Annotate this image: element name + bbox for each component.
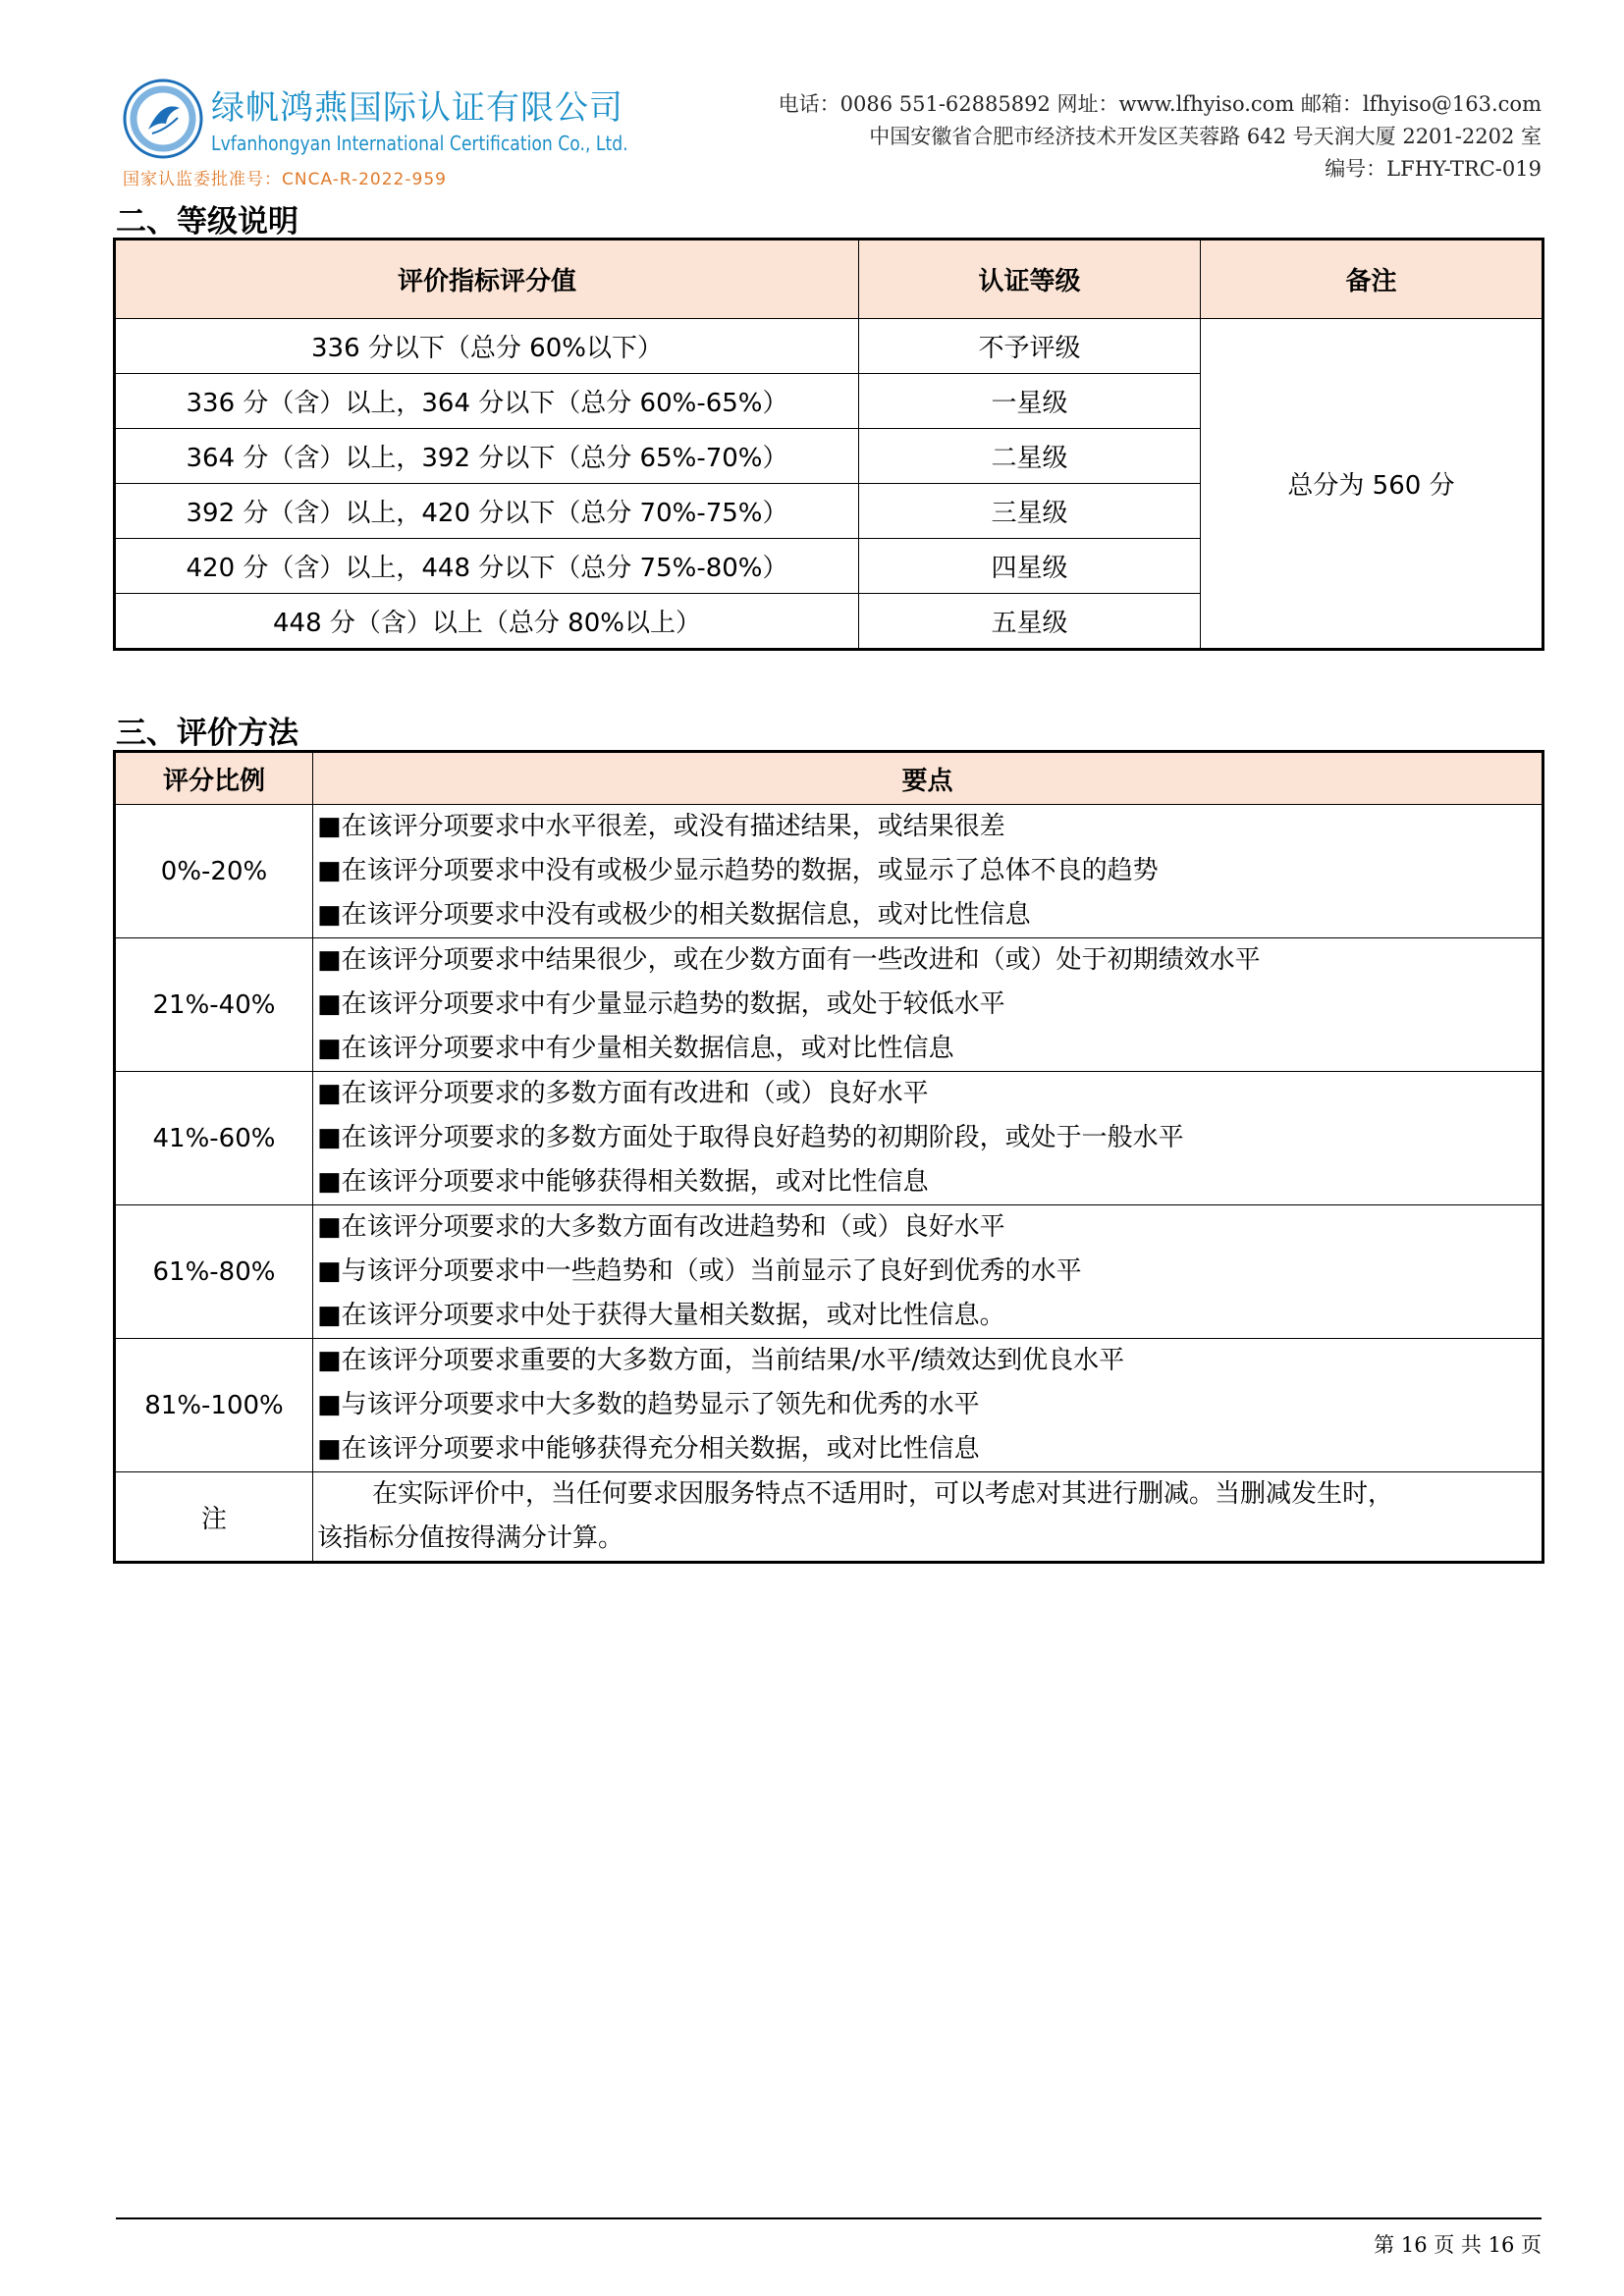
grade-table-header [115,240,1543,319]
grade: 二星级 [859,429,1201,484]
section-title-grade: 二、等级说明 [116,204,298,240]
score-ratio: 0%-20% [115,805,313,938]
point-item: ■在该评分项要求中没有或极少显示趋势的数据，或显示了总体不良的趋势 [317,856,1159,885]
key-points [313,805,1543,938]
header-note: 备注 [1201,240,1543,319]
table-row [115,1072,1543,1205]
contact-block [779,88,1542,186]
score-range: 448 分（含）以上（总分 80%以上） [115,594,859,650]
score-ratio: 21%-40% [115,938,313,1072]
key-points [313,1072,1543,1205]
point-item: ■在该评分项要求的多数方面有改进和（或）良好水平 [317,1079,929,1108]
note-line: 该指标分值按得满分计算。 [317,1523,624,1553]
header-points: 要点 [313,752,1543,805]
point-item: ■与该评分项要求中大多数的趋势显示了领先和优秀的水平 [317,1390,980,1419]
grade-note: 总分为 560 分 [1201,319,1543,650]
score-ratio: 61%-80% [115,1205,313,1339]
table-row [115,805,1543,938]
point-item: ■在该评分项要求的多数方面处于取得良好趋势的初期阶段，或处于一般水平 [317,1123,1184,1152]
point-item: ■与该评分项要求中一些趋势和（或）当前显示了良好到优秀的水平 [317,1256,1082,1286]
contact-phone-web-email: 电话：0086 551-62885892 网址：www.lfhyiso.com 邮箱：lfhyiso@163.com [778,92,1542,116]
note-text [313,1472,1543,1563]
table-row [115,1339,1543,1472]
key-points [313,938,1543,1072]
key-points [313,1339,1543,1472]
point-item: ■在该评分项要求中处于获得大量相关数据，或对比性信息。 [317,1301,1005,1330]
document-number: 编号：LFHY-TRC-019 [1325,157,1542,181]
point-item: ■在该评分项要求中没有或极少的相关数据信息，或对比性信息 [317,900,1031,930]
point-item: ■在该评分项要求中有少量相关数据信息，或对比性信息 [317,1034,954,1063]
header-grade: 认证等级 [859,240,1201,319]
footer-divider [116,2217,1542,2219]
company-name-en: Lvfanhongyan International Certification Co., Ltd. [211,132,628,155]
note-label: 注 [115,1472,313,1563]
approval-number: 国家认监委批准号：CNCA-R-2022-959 [123,170,447,189]
score-range: 336 分以下（总分 60%以下） [115,319,859,374]
grade-table [113,238,1544,651]
grade: 四星级 [859,539,1201,594]
point-item: ■在该评分项要求中水平很差，或没有描述结果，或结果很差 [317,812,1005,841]
header-ratio: 评分比例 [115,752,313,805]
point-item: ■在该评分项要求中能够获得相关数据，或对比性信息 [317,1167,929,1197]
point-item: ■在该评分项要求中能够获得充分相关数据，或对比性信息 [317,1434,980,1464]
score-range: 392 分（含）以上，420 分以下（总分 70%-75%） [115,484,859,539]
note-line: 在实际评价中，当任何要求因服务特点不适用时，可以考虑对其进行删减。当删减发生时， [372,1479,1394,1509]
score-range: 364 分（含）以上，392 分以下（总分 65%-70%） [115,429,859,484]
grade: 三星级 [859,484,1201,539]
grade: 不予评级 [859,319,1201,374]
point-item: ■在该评分项要求中有少量显示趋势的数据，或处于较低水平 [317,989,1005,1019]
company-name-cn: 绿帆鸿燕国际认证有限公司 [211,88,623,128]
page-number: 第 16 页 共 16 页 [1374,2233,1542,2257]
company-logo-icon [123,79,203,159]
point-item: ■在该评分项要求的大多数方面有改进趋势和（或）良好水平 [317,1212,1005,1242]
header-score-range: 评价指标评分值 [115,240,859,319]
point-item: ■在该评分项要求重要的大多数方面，当前结果/水平/绩效达到优良水平 [317,1346,1125,1375]
grade: 五星级 [859,594,1201,650]
score-range: 336 分（含）以上，364 分以下（总分 60%-65%） [115,374,859,429]
contact-address: 中国安徽省合肥市经济技术开发区芙蓉路 642 号天润大厦 2201-2202 室 [869,125,1542,148]
method-table-header [115,752,1543,805]
table-row [115,938,1543,1072]
key-points [313,1205,1543,1339]
score-ratio: 41%-60% [115,1072,313,1205]
table-row-note [115,1472,1543,1563]
score-ratio: 81%-100% [115,1339,313,1472]
section-title-method: 三、评价方法 [116,716,298,751]
table-row [115,319,1543,374]
method-table [113,750,1544,1564]
grade: 一星级 [859,374,1201,429]
point-item: ■在该评分项要求中结果很少，或在少数方面有一些改进和（或）处于初期绩效水平 [317,945,1261,975]
table-row [115,1205,1543,1339]
score-range: 420 分（含）以上，448 分以下（总分 75%-80%） [115,539,859,594]
page-header [113,69,1542,188]
